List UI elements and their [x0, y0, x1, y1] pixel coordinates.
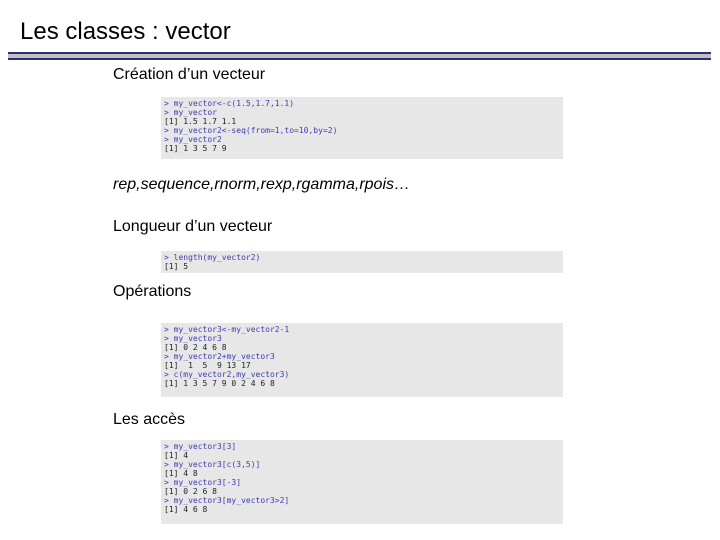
code-line: > my_vector3[3]	[164, 442, 237, 451]
code-line: > my_vector3	[164, 334, 222, 343]
slide-title: Les classes : vector	[20, 18, 231, 45]
code-line: > my_vector3<-my_vector2-1	[164, 325, 290, 334]
code-line: > my_vector3[c(3,5)]	[164, 460, 261, 469]
code-line: [1] 0 2 6 8	[164, 487, 217, 496]
code-block-operations	[161, 323, 563, 397]
code-line: [1] 5	[164, 262, 189, 271]
code-line: > my_vector2	[164, 135, 222, 144]
code-line: > my_vector<-c(1.5,1.7,1.1)	[164, 99, 295, 108]
code-line: [1] 1 5 9 13 17	[164, 361, 251, 370]
code-line: > my_vector2<-seq(from=1,to=10,by=2)	[164, 126, 338, 135]
code-line: [1] 1.5 1.7 1.1	[164, 117, 237, 126]
code-line: [1] 1 3 5 7 9 0 2 4 6 8	[164, 379, 275, 388]
code-block-creation	[161, 97, 563, 159]
code-line: > length(my_vector2)	[164, 253, 261, 262]
section-label-creation: Création d’un vecteur	[113, 66, 266, 83]
section-label-length: Longueur d’un vecteur	[113, 218, 273, 235]
code-line: > my_vector3[-3]	[164, 478, 242, 487]
code-line: [1] 4	[164, 451, 189, 460]
code-block-access	[161, 440, 563, 524]
code-line: > my_vector3[my_vector3>2]	[164, 496, 290, 505]
section-label-access: Les accès	[113, 411, 186, 428]
code-line: > my_vector	[164, 108, 217, 117]
title-divider	[8, 52, 711, 60]
code-line: > my_vector2+my_vector3	[164, 352, 275, 361]
code-block-length	[161, 251, 563, 273]
code-line: > c(my_vector2,my_vector3)	[164, 370, 290, 379]
code-line: [1] 0 2 4 6 8	[164, 343, 227, 352]
section-label-operations: Opérations	[113, 283, 192, 300]
code-line: [1] 4 6 8	[164, 505, 208, 514]
code-line: [1] 4 8	[164, 469, 198, 478]
code-line: [1] 1 3 5 7 9	[164, 144, 227, 153]
functions-list: rep,sequence,rnorm,rexp,rgamma,rpois…	[113, 176, 411, 193]
